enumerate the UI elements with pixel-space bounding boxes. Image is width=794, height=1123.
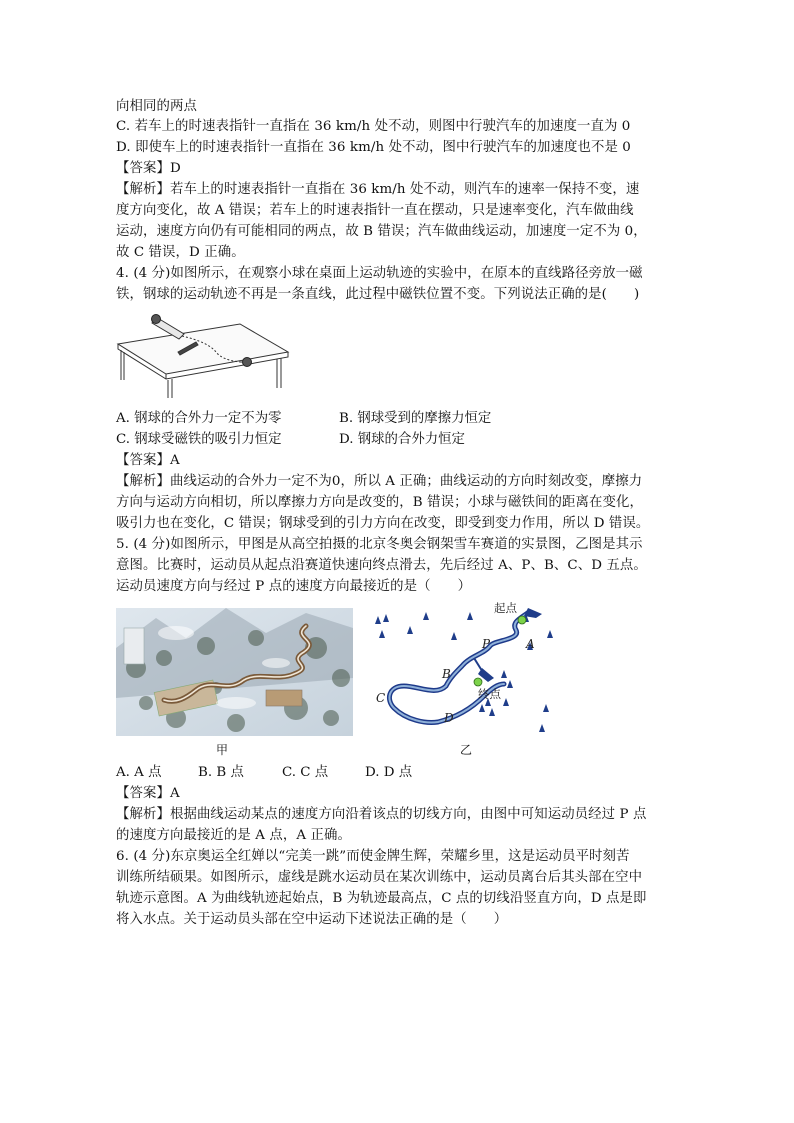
q5-option-d: D. D 点 bbox=[365, 765, 413, 780]
q6-stem-line: 6. (4 分)东京奥运全红婵以“完美一跳”而使金牌生辉，荣耀乡里，这是运动员平时刻苦 bbox=[116, 849, 630, 864]
q3-analysis-line: 【解析】若车上的时速表指针一直指在 36 km/h 处不动，则汽车的速率一保持不变，速 bbox=[116, 182, 640, 197]
q5-answer: 【答案】A bbox=[116, 786, 180, 801]
q3-analysis-line: 运动，速度方向仍有可能相同的两点，故 B 错误；汽车做曲线运动，加速度一定不为 0， bbox=[116, 224, 647, 239]
track-schematic bbox=[366, 600, 562, 740]
q5-analysis-line: 的速度方向最接近的是 A 点，A 正确。 bbox=[116, 828, 351, 843]
q3-analysis-line: 度方向变化，故 A 错误；若车上的时速表指针一直在摆动，只是速率变化，汽车做曲线 bbox=[116, 203, 634, 218]
q4-answer: 【答案】A bbox=[116, 453, 180, 468]
q4-analysis-line: 【解析】曲线运动的合外力一定不为0，所以 A 正确；曲线运动的方向时刻改变，摩擦力 bbox=[116, 474, 643, 489]
start-point-dot bbox=[518, 616, 526, 624]
label-C: C bbox=[376, 691, 386, 705]
table-top bbox=[118, 324, 288, 374]
q5-option-b: B. B 点 bbox=[198, 765, 244, 780]
q3-answer: 【答案】D bbox=[116, 161, 181, 176]
q6-stem-line: 训练所结硕果。如图所示，虚线是跳水运动员在某次训练中，运动员离台后其头部在空中 bbox=[116, 870, 643, 885]
q5-stem-line: 5. (4 分)如图所示，甲图是从高空拍摄的北京冬奥会钢架雪车赛道的实景图，乙图是其示 bbox=[116, 537, 643, 552]
label-P: P bbox=[482, 637, 491, 651]
q5-stem-line: 意图。比赛时，运动员从起点沿赛道快速向终点滑去，先后经过 A、P、B、C、D 五点。 bbox=[116, 558, 647, 573]
steel-ball-end bbox=[243, 358, 252, 367]
label-B: B bbox=[442, 667, 451, 681]
label-A: A bbox=[526, 637, 535, 651]
q4-analysis-line: 吸引力也在变化，C 错误；钢球受到的引力方向在改变，即受到变力作用，所以 D 错误。 bbox=[116, 516, 650, 531]
q5-option-c: C. C 点 bbox=[282, 765, 329, 780]
q3-option-d: D. 即使车上的时速表指针一直指在 36 km/h 处不动，图中行驶汽车的加速度也不是 0 bbox=[116, 140, 631, 155]
aerial-photo-track bbox=[116, 608, 353, 736]
q5-option-a: A. A 点 bbox=[116, 765, 162, 780]
q6-stem-line: 将入水点。关于运动员头部在空中运动下述说法正确的是（ ） bbox=[116, 912, 508, 927]
q4-option-a: A. 钢球的合外力一定不为零 bbox=[116, 411, 282, 426]
q4-analysis-line: 方向与运动方向相切，所以摩擦力方向是改变的，B 错误；小球与磁铁间的距离在变化， bbox=[116, 495, 643, 510]
q5-stem-line: 运动员速度方向与经过 P 点的速度方向最接近的是（ ） bbox=[116, 579, 472, 594]
q5-analysis-line: 【解析】根据曲线运动某点的速度方向沿着该点的切线方向，由图中可知运动员经过 P 点 bbox=[116, 807, 647, 822]
q4-option-c: C. 钢球受磁铁的吸引力恒定 bbox=[116, 432, 282, 447]
label-end: 终点 bbox=[478, 687, 501, 701]
q3-option-c: C. 若车上的时速表指针一直指在 36 km/h 处不动，则图中行驶汽车的加速度一直为 0 bbox=[116, 119, 631, 134]
figure-caption-jia: 甲 bbox=[216, 743, 229, 757]
q4-option-b: B. 钢球受到的摩擦力恒定 bbox=[339, 411, 492, 426]
q4-stem-line: 铁，钢球的运动轨迹不再是一条直线，此过程中磁铁位置不变。下列说法正确的是( ) bbox=[116, 287, 640, 302]
label-start: 起点 bbox=[494, 601, 517, 615]
q3-analysis-line: 故 C 错误，D 正确。 bbox=[116, 245, 245, 260]
table-magnet-figure bbox=[112, 308, 292, 400]
steel-ball-start bbox=[152, 315, 161, 324]
q4-stem-line: 4. (4 分)如图所示，在观察小球在桌面上运动轨迹的实验中，在原本的直线路径旁放一磁 bbox=[116, 266, 643, 281]
q6-stem-line: 轨迹示意图。A 为曲线轨迹起始点，B 为轨迹最高点，C 点的切线沿竖直方向，D 点是即 bbox=[116, 891, 647, 906]
q4-option-d: D. 钢球的合外力恒定 bbox=[339, 432, 465, 447]
q3-continuation: 向相同的两点 bbox=[116, 99, 197, 114]
label-D: D bbox=[444, 711, 454, 725]
end-point-dot bbox=[474, 678, 482, 686]
figure-caption-yi: 乙 bbox=[460, 743, 473, 757]
